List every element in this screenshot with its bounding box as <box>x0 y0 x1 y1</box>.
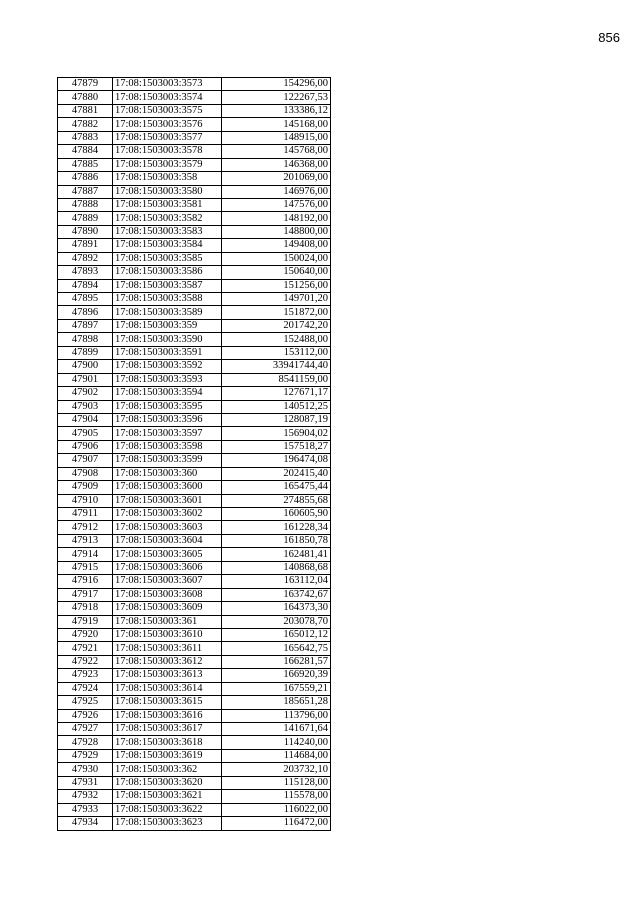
cadastral-value-cell: 116472,00 <box>222 817 331 830</box>
row-number-cell: 47921 <box>58 642 113 655</box>
cadastral-number-cell: 17:08:1503003:3599 <box>113 454 222 467</box>
table-row <box>58 239 331 252</box>
row-number-cell: 47916 <box>58 575 113 588</box>
cadastral-number-cell: 17:08:1503003:3600 <box>113 481 222 494</box>
cadastral-number-cell: 17:08:1503003:3573 <box>113 78 222 91</box>
cadastral-value-cell: 114684,00 <box>222 749 331 762</box>
table-row <box>58 319 331 332</box>
table-row <box>58 185 331 198</box>
cadastral-value-cell: 202415,40 <box>222 467 331 480</box>
cadastral-value-cell: 157518,27 <box>222 440 331 453</box>
table-row <box>58 104 331 117</box>
table-row <box>58 763 331 776</box>
table-row <box>58 534 331 547</box>
cadastral-value-cell: 148915,00 <box>222 131 331 144</box>
row-number-cell: 47905 <box>58 427 113 440</box>
cadastral-value-cell: 140512,25 <box>222 400 331 413</box>
table-row <box>58 615 331 628</box>
cadastral-value-cell: 147576,00 <box>222 198 331 211</box>
table-row <box>58 373 331 386</box>
cadastral-value-cell: 152488,00 <box>222 333 331 346</box>
cadastral-number-cell: 17:08:1503003:3578 <box>113 145 222 158</box>
table-row <box>58 333 331 346</box>
table-row <box>58 198 331 211</box>
table-row <box>58 696 331 709</box>
cadastral-number-cell: 17:08:1503003:360 <box>113 467 222 480</box>
table-row <box>58 440 331 453</box>
table-row <box>58 521 331 534</box>
cadastral-number-cell: 17:08:1503003:3596 <box>113 413 222 426</box>
cadastral-number-cell: 17:08:1503003:3595 <box>113 400 222 413</box>
table-row <box>58 252 331 265</box>
row-number-cell: 47922 <box>58 655 113 668</box>
table-row <box>58 723 331 736</box>
cadastral-value-cell: 164373,30 <box>222 602 331 615</box>
row-number-cell: 47933 <box>58 803 113 816</box>
row-number-cell: 47923 <box>58 669 113 682</box>
row-number-cell: 47908 <box>58 467 113 480</box>
cadastral-number-cell: 17:08:1503003:3602 <box>113 508 222 521</box>
cadastral-value-cell: 274855,68 <box>222 494 331 507</box>
table-row <box>58 575 331 588</box>
cadastral-value-cell: 145768,00 <box>222 145 331 158</box>
cadastral-value-cell: 150024,00 <box>222 252 331 265</box>
row-number-cell: 47912 <box>58 521 113 534</box>
table-row <box>58 225 331 238</box>
cadastral-number-cell: 17:08:1503003:3589 <box>113 306 222 319</box>
table-row <box>58 481 331 494</box>
cadastral-value-cell: 150640,00 <box>222 266 331 279</box>
cadastral-value-cell: 167559,21 <box>222 682 331 695</box>
table-row <box>58 78 331 91</box>
cadastral-number-cell: 17:08:1503003:3590 <box>113 333 222 346</box>
table-row <box>58 118 331 131</box>
table-row <box>58 709 331 722</box>
table-row <box>58 790 331 803</box>
cadastral-number-cell: 17:08:1503003:3613 <box>113 669 222 682</box>
cadastral-value-cell: 151256,00 <box>222 279 331 292</box>
table-row <box>58 682 331 695</box>
table-row <box>58 172 331 185</box>
cadastral-value-cell: 160605,90 <box>222 508 331 521</box>
table-row <box>58 467 331 480</box>
cadastral-value-cell: 141671,64 <box>222 723 331 736</box>
table-row <box>58 494 331 507</box>
cadastral-value-cell: 146976,00 <box>222 185 331 198</box>
cadastral-number-cell: 17:08:1503003:3591 <box>113 346 222 359</box>
cadastral-value-cell: 156904,02 <box>222 427 331 440</box>
cadastral-value-cell: 162481,41 <box>222 548 331 561</box>
cadastral-value-cell: 146368,00 <box>222 158 331 171</box>
row-number-cell: 47879 <box>58 78 113 91</box>
cadastral-number-cell: 17:08:1503003:3608 <box>113 588 222 601</box>
table-row <box>58 602 331 615</box>
row-number-cell: 47903 <box>58 400 113 413</box>
table-row <box>58 427 331 440</box>
table-row <box>58 400 331 413</box>
cadastral-value-cell: 196474,08 <box>222 454 331 467</box>
cadastral-number-cell: 17:08:1503003:3584 <box>113 239 222 252</box>
table-row <box>58 346 331 359</box>
row-number-cell: 47927 <box>58 723 113 736</box>
cadastral-value-cell: 185651,28 <box>222 696 331 709</box>
cadastral-value-cell: 122267,53 <box>222 91 331 104</box>
cadastral-value-cell: 161228,34 <box>222 521 331 534</box>
table-row <box>58 561 331 574</box>
cadastral-value-cell: 166281,57 <box>222 655 331 668</box>
row-number-cell: 47914 <box>58 548 113 561</box>
cadastral-number-cell: 17:08:1503003:3611 <box>113 642 222 655</box>
row-number-cell: 47886 <box>58 172 113 185</box>
row-number-cell: 47910 <box>58 494 113 507</box>
row-number-cell: 47928 <box>58 736 113 749</box>
row-number-cell: 47904 <box>58 413 113 426</box>
row-number-cell: 47894 <box>58 279 113 292</box>
table-row <box>58 669 331 682</box>
row-number-cell: 47889 <box>58 212 113 225</box>
cadastral-value-cell: 165475,44 <box>222 481 331 494</box>
table-row <box>58 279 331 292</box>
cadastral-value-cell: 151872,00 <box>222 306 331 319</box>
cadastral-value-cell: 166920,39 <box>222 669 331 682</box>
row-number-cell: 47900 <box>58 360 113 373</box>
cadastral-number-cell: 17:08:1503003:362 <box>113 763 222 776</box>
cadastral-value-cell: 148800,00 <box>222 225 331 238</box>
row-number-cell: 47893 <box>58 266 113 279</box>
cadastral-value-cell: 115578,00 <box>222 790 331 803</box>
cadastral-number-cell: 17:08:1503003:3609 <box>113 602 222 615</box>
cadastral-value-cell: 201742,20 <box>222 319 331 332</box>
cadastral-number-cell: 17:08:1503003:3586 <box>113 266 222 279</box>
cadastral-value-cell: 153112,00 <box>222 346 331 359</box>
row-number-cell: 47896 <box>58 306 113 319</box>
cadastral-number-cell: 17:08:1503003:3588 <box>113 293 222 306</box>
cadastral-number-cell: 17:08:1503003:361 <box>113 615 222 628</box>
cadastral-number-cell: 17:08:1503003:3616 <box>113 709 222 722</box>
row-number-cell: 47926 <box>58 709 113 722</box>
row-number-cell: 47917 <box>58 588 113 601</box>
cadastral-number-cell: 17:08:1503003:3575 <box>113 104 222 117</box>
cadastral-value-cell: 165642,75 <box>222 642 331 655</box>
row-number-cell: 47883 <box>58 131 113 144</box>
row-number-cell: 47924 <box>58 682 113 695</box>
row-number-cell: 47930 <box>58 763 113 776</box>
table-row <box>58 628 331 641</box>
table-row <box>58 413 331 426</box>
cadastral-number-cell: 17:08:1503003:3610 <box>113 628 222 641</box>
cadastral-number-cell: 17:08:1503003:3612 <box>113 655 222 668</box>
table-row <box>58 548 331 561</box>
cadastral-value-cell: 163112,04 <box>222 575 331 588</box>
row-number-cell: 47881 <box>58 104 113 117</box>
cadastral-value-cell: 115128,00 <box>222 776 331 789</box>
cadastral-value-cell: 149408,00 <box>222 239 331 252</box>
cadastral-number-cell: 17:08:1503003:3604 <box>113 534 222 547</box>
cadastral-number-cell: 17:08:1503003:3620 <box>113 776 222 789</box>
cadastral-number-cell: 17:08:1503003:358 <box>113 172 222 185</box>
row-number-cell: 47925 <box>58 696 113 709</box>
cadastral-number-cell: 17:08:1503003:3623 <box>113 817 222 830</box>
table-row <box>58 360 331 373</box>
row-number-cell: 47911 <box>58 508 113 521</box>
row-number-cell: 47885 <box>58 158 113 171</box>
table-body <box>58 78 331 831</box>
table-row <box>58 91 331 104</box>
cadastral-value-cell: 148192,00 <box>222 212 331 225</box>
cadastral-value-cell: 8541159,00 <box>222 373 331 386</box>
row-number-cell: 47909 <box>58 481 113 494</box>
row-number-cell: 47887 <box>58 185 113 198</box>
cadastral-number-cell: 17:08:1503003:3577 <box>113 131 222 144</box>
row-number-cell: 47906 <box>58 440 113 453</box>
table-row <box>58 306 331 319</box>
cadastral-value-cell: 161850,78 <box>222 534 331 547</box>
table-row <box>58 266 331 279</box>
cadastral-number-cell: 17:08:1503003:3606 <box>113 561 222 574</box>
cadastral-value-cell: 114240,00 <box>222 736 331 749</box>
cadastral-value-cell: 149701,20 <box>222 293 331 306</box>
table-row <box>58 776 331 789</box>
cadastral-number-cell: 17:08:1503003:3582 <box>113 212 222 225</box>
row-number-cell: 47913 <box>58 534 113 547</box>
cadastral-number-cell: 17:08:1503003:3585 <box>113 252 222 265</box>
cadastral-number-cell: 17:08:1503003:3583 <box>113 225 222 238</box>
cadastral-number-cell: 17:08:1503003:3592 <box>113 360 222 373</box>
cadastre-value-table <box>57 77 331 831</box>
table-row <box>58 158 331 171</box>
table-row <box>58 588 331 601</box>
cadastral-number-cell: 17:08:1503003:3603 <box>113 521 222 534</box>
cadastral-value-cell: 127671,17 <box>222 387 331 400</box>
row-number-cell: 47932 <box>58 790 113 803</box>
cadastral-number-cell: 17:08:1503003:3593 <box>113 373 222 386</box>
cadastral-value-cell: 128087,19 <box>222 413 331 426</box>
cadastral-value-cell: 116022,00 <box>222 803 331 816</box>
row-number-cell: 47919 <box>58 615 113 628</box>
cadastral-number-cell: 17:08:1503003:3587 <box>113 279 222 292</box>
table-row <box>58 817 331 830</box>
table-row <box>58 803 331 816</box>
cadastral-value-cell: 165012,12 <box>222 628 331 641</box>
row-number-cell: 47888 <box>58 198 113 211</box>
row-number-cell: 47899 <box>58 346 113 359</box>
cadastral-number-cell: 17:08:1503003:3605 <box>113 548 222 561</box>
row-number-cell: 47929 <box>58 749 113 762</box>
row-number-cell: 47884 <box>58 145 113 158</box>
cadastral-value-cell: 163742,67 <box>222 588 331 601</box>
table-row <box>58 454 331 467</box>
row-number-cell: 47931 <box>58 776 113 789</box>
row-number-cell: 47892 <box>58 252 113 265</box>
cadastral-number-cell: 17:08:1503003:359 <box>113 319 222 332</box>
cadastral-number-cell: 17:08:1503003:3619 <box>113 749 222 762</box>
cadastral-number-cell: 17:08:1503003:3607 <box>113 575 222 588</box>
table-row <box>58 293 331 306</box>
row-number-cell: 47902 <box>58 387 113 400</box>
cadastral-number-cell: 17:08:1503003:3614 <box>113 682 222 695</box>
row-number-cell: 47880 <box>58 91 113 104</box>
table-row <box>58 749 331 762</box>
cadastral-value-cell: 201069,00 <box>222 172 331 185</box>
row-number-cell: 47895 <box>58 293 113 306</box>
table-row <box>58 508 331 521</box>
cadastral-number-cell: 17:08:1503003:3594 <box>113 387 222 400</box>
cadastral-value-cell: 154296,00 <box>222 78 331 91</box>
row-number-cell: 47882 <box>58 118 113 131</box>
row-number-cell: 47890 <box>58 225 113 238</box>
page-number: 856 <box>598 30 620 45</box>
cadastral-number-cell: 17:08:1503003:3615 <box>113 696 222 709</box>
row-number-cell: 47897 <box>58 319 113 332</box>
cadastral-number-cell: 17:08:1503003:3581 <box>113 198 222 211</box>
cadastral-number-cell: 17:08:1503003:3574 <box>113 91 222 104</box>
table-row <box>58 655 331 668</box>
row-number-cell: 47934 <box>58 817 113 830</box>
cadastral-number-cell: 17:08:1503003:3618 <box>113 736 222 749</box>
table-row <box>58 131 331 144</box>
cadastral-value-cell: 33941744,40 <box>222 360 331 373</box>
cadastral-number-cell: 17:08:1503003:3580 <box>113 185 222 198</box>
row-number-cell: 47915 <box>58 561 113 574</box>
cadastral-value-cell: 133386,12 <box>222 104 331 117</box>
cadastral-number-cell: 17:08:1503003:3597 <box>113 427 222 440</box>
cadastral-value-cell: 203732,10 <box>222 763 331 776</box>
cadastral-number-cell: 17:08:1503003:3601 <box>113 494 222 507</box>
cadastral-number-cell: 17:08:1503003:3621 <box>113 790 222 803</box>
cadastral-value-cell: 203078,70 <box>222 615 331 628</box>
row-number-cell: 47901 <box>58 373 113 386</box>
table-row <box>58 736 331 749</box>
cadastral-number-cell: 17:08:1503003:3622 <box>113 803 222 816</box>
row-number-cell: 47891 <box>58 239 113 252</box>
table-row <box>58 642 331 655</box>
table-row <box>58 145 331 158</box>
cadastral-number-cell: 17:08:1503003:3617 <box>113 723 222 736</box>
cadastral-number-cell: 17:08:1503003:3598 <box>113 440 222 453</box>
cadastral-value-cell: 140868,68 <box>222 561 331 574</box>
table-row <box>58 212 331 225</box>
row-number-cell: 47907 <box>58 454 113 467</box>
row-number-cell: 47920 <box>58 628 113 641</box>
cadastral-value-cell: 113796,00 <box>222 709 331 722</box>
cadastral-number-cell: 17:08:1503003:3579 <box>113 158 222 171</box>
table-row <box>58 387 331 400</box>
cadastral-number-cell: 17:08:1503003:3576 <box>113 118 222 131</box>
row-number-cell: 47898 <box>58 333 113 346</box>
cadastral-value-cell: 145168,00 <box>222 118 331 131</box>
row-number-cell: 47918 <box>58 602 113 615</box>
